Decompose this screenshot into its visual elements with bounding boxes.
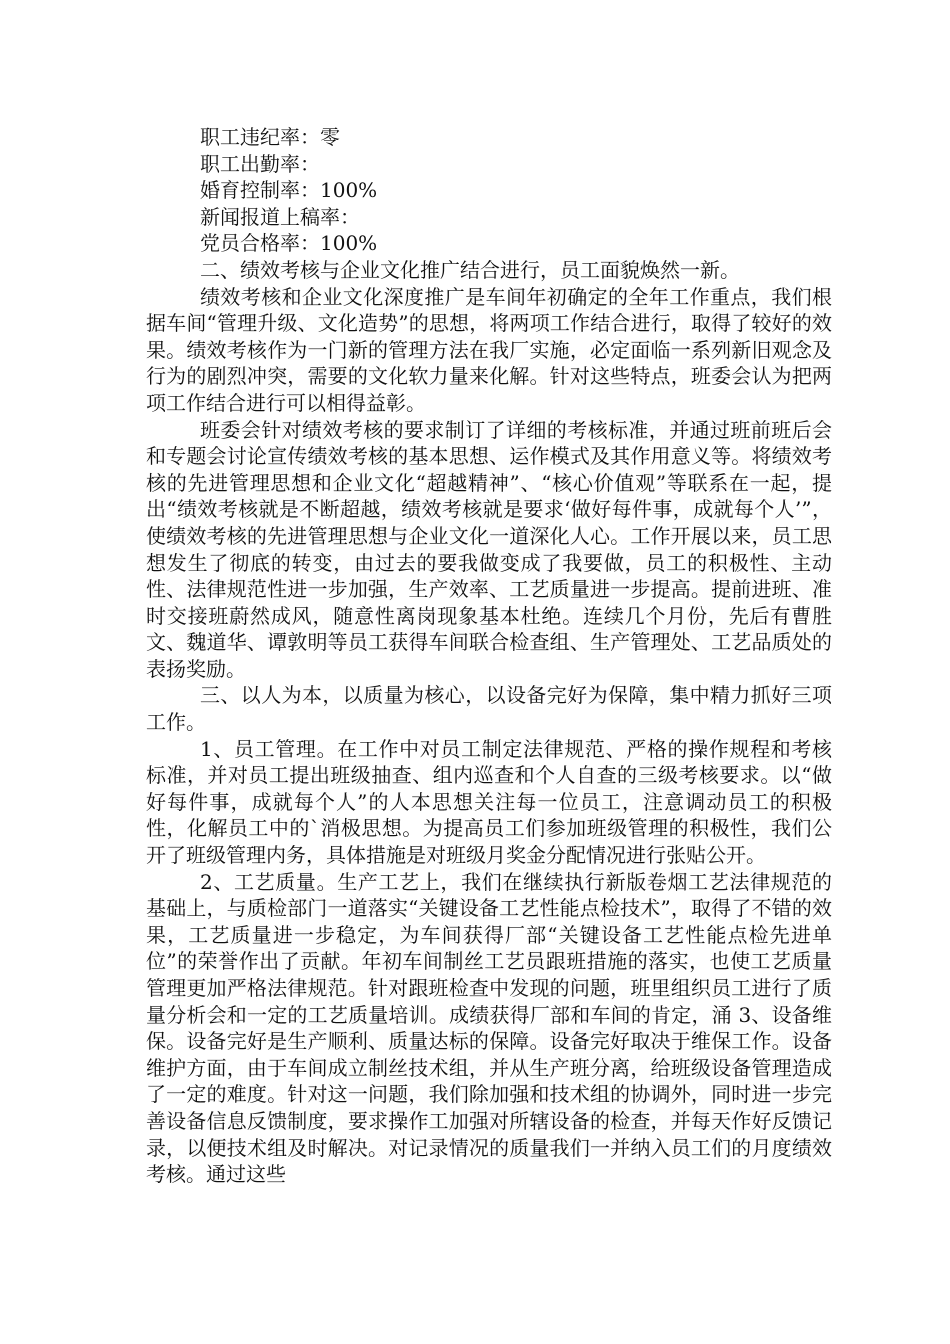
section-2-paragraph-2: 班委会针对绩效考核的要求制订了详细的考核标准，并通过班前班后会和专题会讨论宣传绩效考核的基本思想、运作模式及其作用意义等。将绩效考核的先进管理思想和企业文化“超越精神”、“核心价值观”等联系在一起，提出“绩效考核就是不断超越，绩效考核就是要求‘做好每件事，成就每个人’”，使绩效考核的先进管理思想与企业文化一道深化人心。工作开展以来，员工思想发生了彻底的转变，由过去的要我做变成了我要做，员工的积极性、主动性、法律规范性进一步加强，生产效率、工艺质量进一步提高。提前进班、准时交接班蔚然成风，随意性离岗现象基本杜绝。连续几个月份，先后有曹胜文、魏道华、谭敦明等员工获得车间联合检查组、生产管理处、工艺品质处的表扬奖励。 — [146, 417, 832, 681]
section-2-paragraph-1: 绩效考核和企业文化深度推广是车间年初确定的全年工作重点，我们根据车间“管理升级、文化造势”的思想，将两项工作结合进行，取得了较好的效果。绩效考核作为一门新的管理方法在我厂实施，必定面临一系列新旧观念及行为的剧烈冲突，需要的文化软力量来化解。针对这些特点，班委会认为把两项工作结合进行可以相得益彰。 — [146, 284, 832, 415]
stat-line-attendance-rate: 职工出勤率： — [200, 151, 320, 176]
section-3-paragraph-employee-management: 1、员工管理。在工作中对员工制定法律规范、严格的操作规程和考核标准，并对员工提出班级抽查、组内巡查和个人自查的三级考核要求。以“做好每件事，成就每个人”的人本思想关注每一位员工，注意调动员工的积极性，化解员工中的`消极思想。为提高员工们参加班级管理的积极性，我们公开了班级管理内务，具体措施是对班级月奖金分配情况进行张贴公开。 — [146, 736, 832, 868]
document-body — [146, 124, 832, 1188]
section-3-paragraph-process-quality: 2、工艺质量。生产工艺上，我们在继续执行新版卷烟工艺法律规范的基础上，与质检部门一道落实“关键设备工艺性能点检技术”，取得了不错的效果，工艺质量进一步稳定，为车间获得厂部“关键设备工艺性能点检先进单位”的荣誉作出了贡献。年初车间制丝工艺员跟班措施的落实，也使工艺质量管理更加严格法律规范。针对跟班检查中发现的问题，班里组织员工进行了质量分析会和一定的工艺质量培训。成绩获得厂部和车间的肯定，涌 3、设备维保。设备完好是生产顺利、质量达标的保障。设备完好取决于维保工作。设备维护方面，由于车间成立制丝技术组，并从生产班分离，给班级设备管理造成了一定的难度。针对这一问题，我们除加强和技术组的协调外，同时进一步完善设备信息反馈制度，要求操作工加强对所辖设备的检查，并每天作好反馈记录，以便技术组及时解决。对记录情况的质量我们一并纳入员工们的月度绩效考核。通过这些 — [146, 869, 832, 1187]
section-3-heading: 三、以人为本，以质量为核心，以设备完好为保障，集中精力抓好三项工作。 — [146, 683, 832, 735]
stat-line-news-rate: 新闻报道上稿率： — [200, 204, 360, 229]
stat-line-violation-rate: 职工违纪率：零 — [200, 125, 340, 149]
stat-line-family-planning-rate: 婚育控制率：100% — [200, 178, 378, 203]
stat-line-party-member-rate: 党员合格率：100% — [200, 231, 378, 256]
section-2-heading: 二、绩效考核与企业文化推广结合进行，员工面貌焕然一新。 — [200, 257, 740, 282]
